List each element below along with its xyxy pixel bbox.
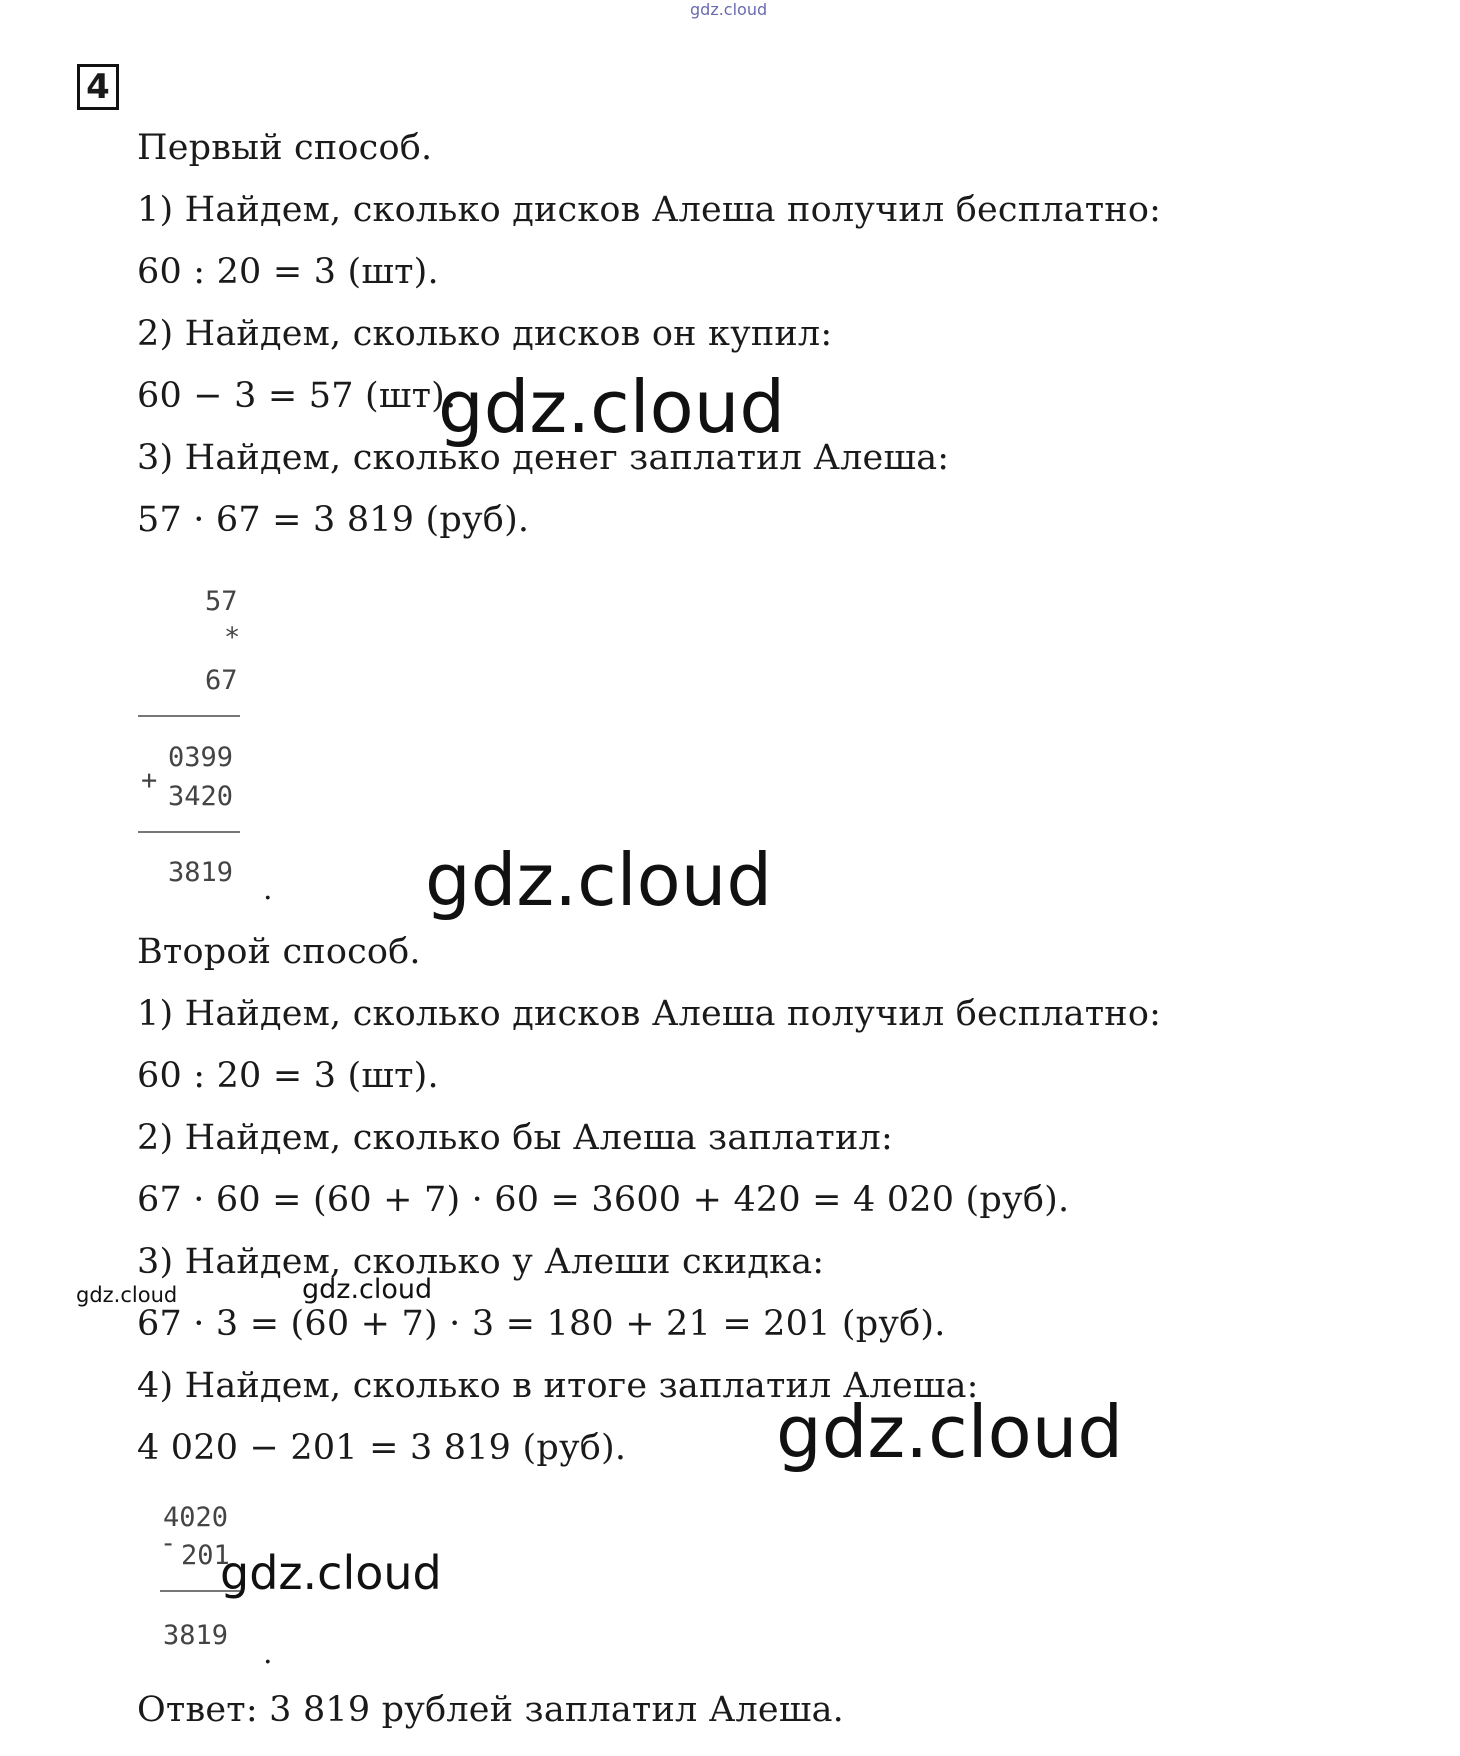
method1-line-1: 1) Найдем, сколько дисков Алеша получил бесплатно: bbox=[137, 190, 1162, 230]
method1-line-3: 2) Найдем, сколько дисков он купил: bbox=[137, 314, 833, 354]
sub-bottom-number: 201 bbox=[181, 1540, 230, 1571]
sub-minus-sign: - bbox=[160, 1528, 177, 1559]
method1-line-6: 57 · 67 = 3 819 (руб). bbox=[137, 500, 530, 540]
mult-partial-1: 0399 bbox=[168, 742, 234, 773]
method1-line-4: 60 − 3 = 57 (шт). bbox=[137, 376, 457, 416]
answer-line: Ответ: 3 819 рублей заплатил Алеша. bbox=[137, 1690, 844, 1730]
method1-line-5: 3) Найдем, сколько денег заплатил Алеша: bbox=[137, 438, 950, 478]
mult-rule-1 bbox=[138, 715, 240, 717]
method2-line-6: 67 · 3 = (60 + 7) · 3 = 180 + 21 = 201 (руб). bbox=[137, 1304, 946, 1344]
watermark-6: gdz.cloud bbox=[220, 1546, 442, 1600]
watermark-top: gdz.cloud bbox=[690, 0, 768, 19]
mult-result: 3819 bbox=[168, 857, 234, 888]
watermark-4: gdz.cloud bbox=[76, 1283, 178, 1307]
mult-operator: * bbox=[224, 622, 241, 653]
watermark-3: gdz.cloud bbox=[302, 1274, 433, 1305]
mult-dot: . bbox=[263, 872, 273, 907]
sub-result: 3819 bbox=[163, 1620, 229, 1651]
mult-top-number: 57 bbox=[205, 586, 238, 617]
method2-line-2: 60 : 20 = 3 (шт). bbox=[137, 1056, 439, 1096]
method1-line-2: 60 : 20 = 3 (шт). bbox=[137, 252, 439, 292]
method2-line-3: 2) Найдем, сколько бы Алеша заплатил: bbox=[137, 1118, 893, 1158]
mult-rule-2 bbox=[138, 831, 240, 833]
task-number: 4 bbox=[77, 64, 119, 110]
method2-line-8: 4 020 − 201 = 3 819 (руб). bbox=[137, 1428, 627, 1468]
watermark-1: gdz.cloud bbox=[438, 365, 786, 449]
method2-line-5: 3) Найдем, сколько у Алеши скидка: bbox=[137, 1242, 825, 1282]
method2-title: Второй способ. bbox=[137, 932, 421, 972]
sub-dot: . bbox=[263, 1636, 273, 1671]
method2-line-7: 4) Найдем, сколько в итоге заплатил Алеша: bbox=[137, 1366, 979, 1406]
method1-title: Первый способ. bbox=[137, 128, 433, 168]
mult-partial-2: 3420 bbox=[168, 781, 234, 812]
sub-top-number: 4020 bbox=[163, 1502, 229, 1533]
method2-line-4: 67 · 60 = (60 + 7) · 60 = 3600 + 420 = 4 020 (руб). bbox=[137, 1180, 1070, 1220]
watermark-2: gdz.cloud bbox=[425, 838, 773, 922]
watermark-5: gdz.cloud bbox=[776, 1390, 1124, 1474]
mult-plus-sign: + bbox=[141, 765, 158, 796]
method2-line-1: 1) Найдем, сколько дисков Алеша получил бесплатно: bbox=[137, 994, 1162, 1034]
mult-bottom-number: 67 bbox=[205, 665, 238, 696]
